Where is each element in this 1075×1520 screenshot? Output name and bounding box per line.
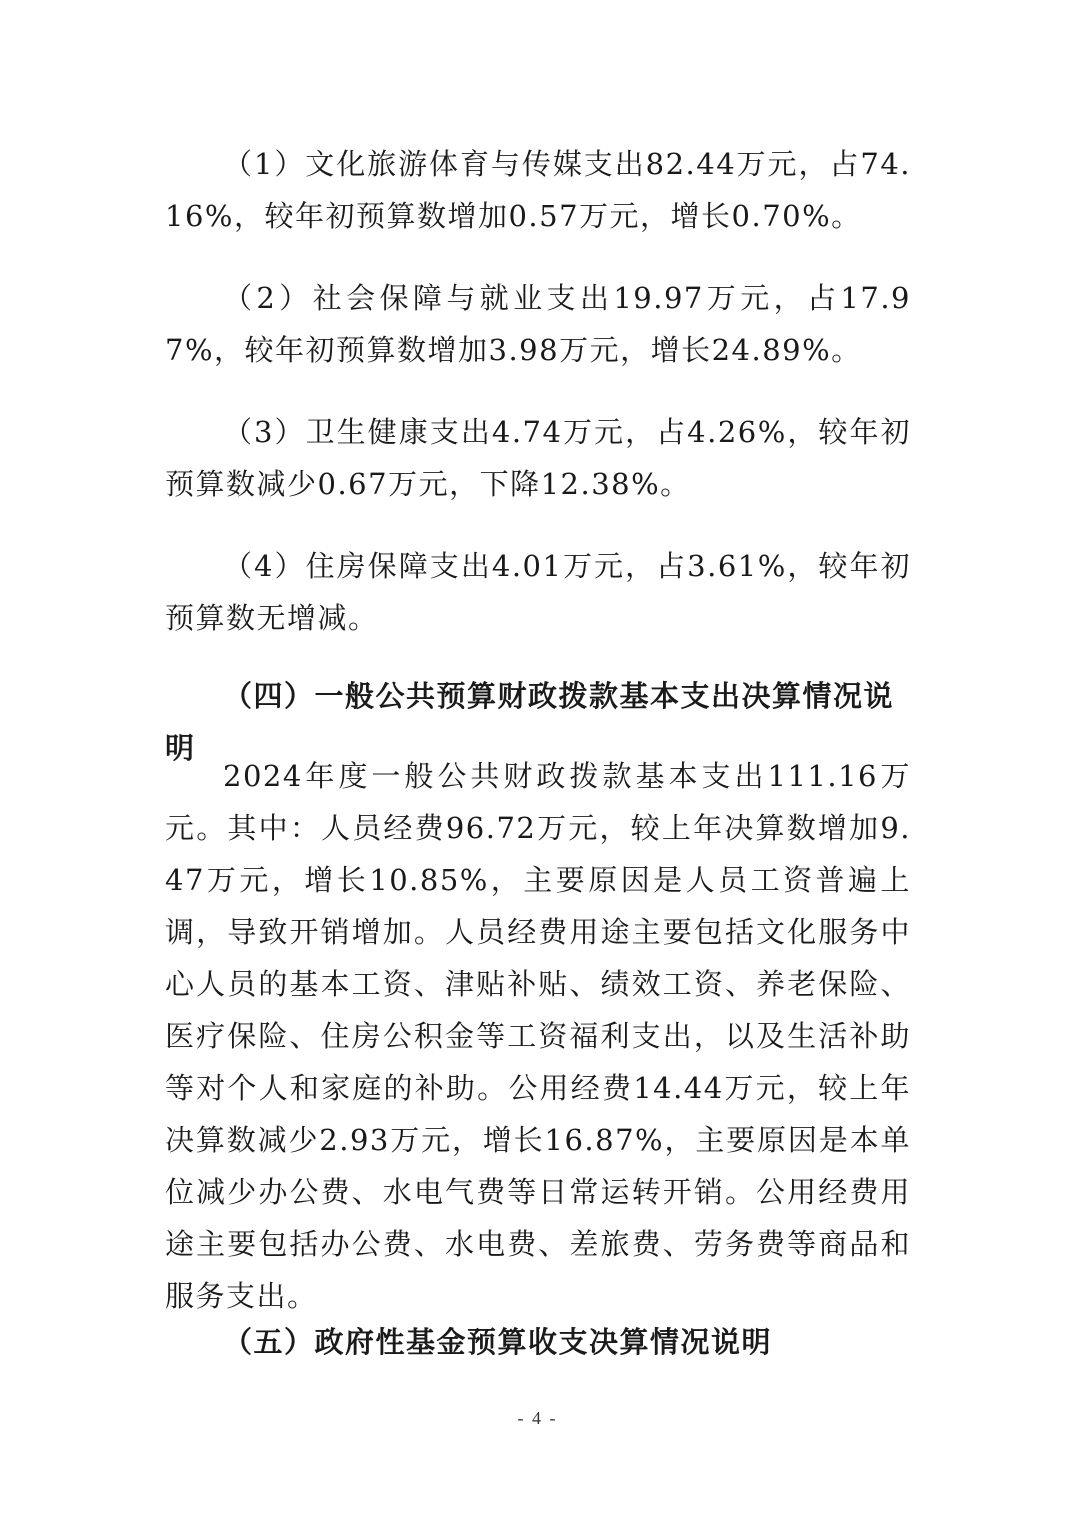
- paragraph-basic-expenditure-body: 2024年度一般公共财政拨款基本支出111.16万元。其中：人员经费96.72万元，较上年决算数增加9.47万元，增长10.85%，主要原因是人员工资普遍上调，导致开销增加。人员经费用途主要包括文化服务中心人员的基本工资、津贴补贴、绩效工资、养老保险、医疗保险、住房公积金等工资福利支出，以及生活补助等对个人和家庭的补助。公用经费14.44万元，较上年决算数减少2.93万元，增长16.87%，主要原因是本单位减少办公费、水电气费等日常运转开销。公用经费用途主要包括办公费、水电费、差旅费、劳务费等商品和服务支出。: [165, 759, 911, 1313]
- paragraph-housing-expense: （4）住房保障支出4.01万元，占3.61%，较年初预算数无增减。: [165, 549, 911, 635]
- paragraph-health-expense: （3）卫生健康支出4.74万元，占4.26%，较年初预算数减少0.67万元，下降12.38%。: [165, 415, 911, 501]
- paragraph-culture-tourism-expense: （1）文化旅游体育与传媒支出82.44万元，占74.16%，较年初预算数增加0.57万元，增长0.70%。: [165, 147, 911, 233]
- section-heading-government-fund: （五）政府性基金预算收支决算情况说明: [223, 1325, 773, 1359]
- page-number: - 4 -: [517, 1408, 558, 1428]
- paragraph-social-security-expense: （2）社会保障与就业支出19.97万元，占17.97%，较年初预算数增加3.98万元，增长24.89%。: [165, 281, 911, 367]
- section-heading-basic-expenditure: （四）一般公共预算财政拨款基本支出决算情况说明: [165, 679, 895, 765]
